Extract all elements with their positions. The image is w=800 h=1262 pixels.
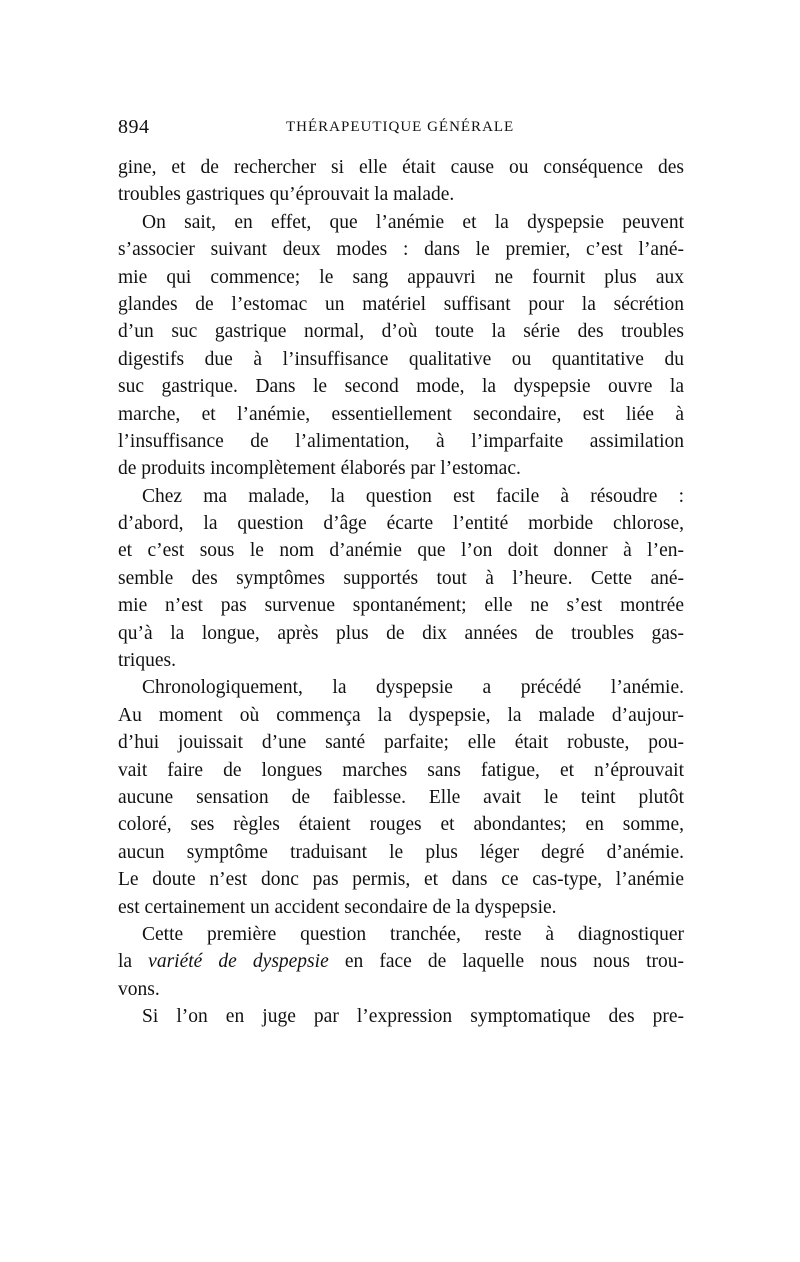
text-line: On sait, en effet, que l’anémie et la dyspepsie peuvent xyxy=(142,211,684,233)
text-line: Au moment où commença la dyspepsie, la malade d’aujour- xyxy=(118,704,684,726)
italic-phrase: variété de dyspepsie xyxy=(148,951,329,973)
text-segment: en face de laquelle nous nous trou- xyxy=(328,951,684,973)
text-line: Chronologiquement, la dyspepsie a précédé l’anémie. xyxy=(142,677,684,699)
text-line: d’hui jouissait d’une santé parfaite; elle était robuste, pou- xyxy=(118,732,684,754)
text-segment: la xyxy=(118,951,149,973)
text-line: vait faire de longues marches sans fatigue, et n’éprouvait xyxy=(118,759,684,781)
text-line: d’abord, la question d’âge écarte l’entité morbide chlorose, xyxy=(118,513,684,535)
text-line: qu’à la longue, après plus de dix années de troubles gas- xyxy=(118,622,684,644)
text-line: coloré, ses règles étaient rouges et abondantes; en somme, xyxy=(118,814,684,836)
text-line: suc gastrique. Dans le second mode, la dyspepsie ouvre la xyxy=(118,376,684,398)
text-line: Cette première question tranchée, reste à diagnostiquer xyxy=(142,923,684,945)
page-header xyxy=(118,116,684,140)
page-number: 894 xyxy=(118,116,150,138)
text-line: s’associer suivant deux modes : dans le premier, c’est l’ané- xyxy=(118,239,684,261)
text-line: aucun symptôme traduisant le plus léger degré d’anémie. xyxy=(118,841,684,863)
text-line: de produits incomplètement élaborés par l’estomac. xyxy=(118,458,521,480)
text-line: d’un suc gastrique normal, d’où toute la série des troubles xyxy=(118,321,684,343)
text-line: triques. xyxy=(118,650,176,672)
text-line: et c’est sous le nom d’anémie que l’on doit donner à l’en- xyxy=(118,540,684,562)
text-line: troubles gastriques qu’éprouvait la malade. xyxy=(118,184,455,206)
text-line: Chez ma malade, la question est facile à résoudre : xyxy=(142,485,684,507)
text-line: Si l’on en juge par l’expression symptomatique des pre- xyxy=(142,1006,684,1028)
text-line: est certainement un accident secondaire de la dyspepsie. xyxy=(118,896,557,918)
text-line: aucune sensation de faiblesse. Elle avait le teint plutôt xyxy=(118,786,684,808)
text-line: semble des symptômes supportés tout à l’heure. Cette ané- xyxy=(118,567,684,589)
text-line: digestifs due à l’insuffisance qualitative ou quantitative du xyxy=(118,348,684,370)
text-body xyxy=(118,154,684,1031)
text-line: mie qui commence; le sang appauvri ne fournit plus aux xyxy=(118,266,684,288)
text-line: gine, et de rechercher si elle était cause ou conséquence des xyxy=(118,157,684,178)
text-line: marche, et l’anémie, essentiellement secondaire, est liée à xyxy=(118,403,684,425)
text-line: Le doute n’est donc pas permis, et dans ce cas-type, l’anémie xyxy=(118,869,684,891)
text-line: vons. xyxy=(118,978,160,1000)
text-line: mie n’est pas survenue spontanément; elle ne s’est montrée xyxy=(118,595,684,617)
running-title: THÉRAPEUTIQUE GÉNÉRALE xyxy=(286,119,515,135)
text-line xyxy=(118,948,684,975)
text-line: glandes de l’estomac un matériel suffisant pour la sécrétion xyxy=(118,293,684,315)
text-line: l’insuffisance de l’alimentation, à l’imparfaite assimilation xyxy=(118,430,684,452)
